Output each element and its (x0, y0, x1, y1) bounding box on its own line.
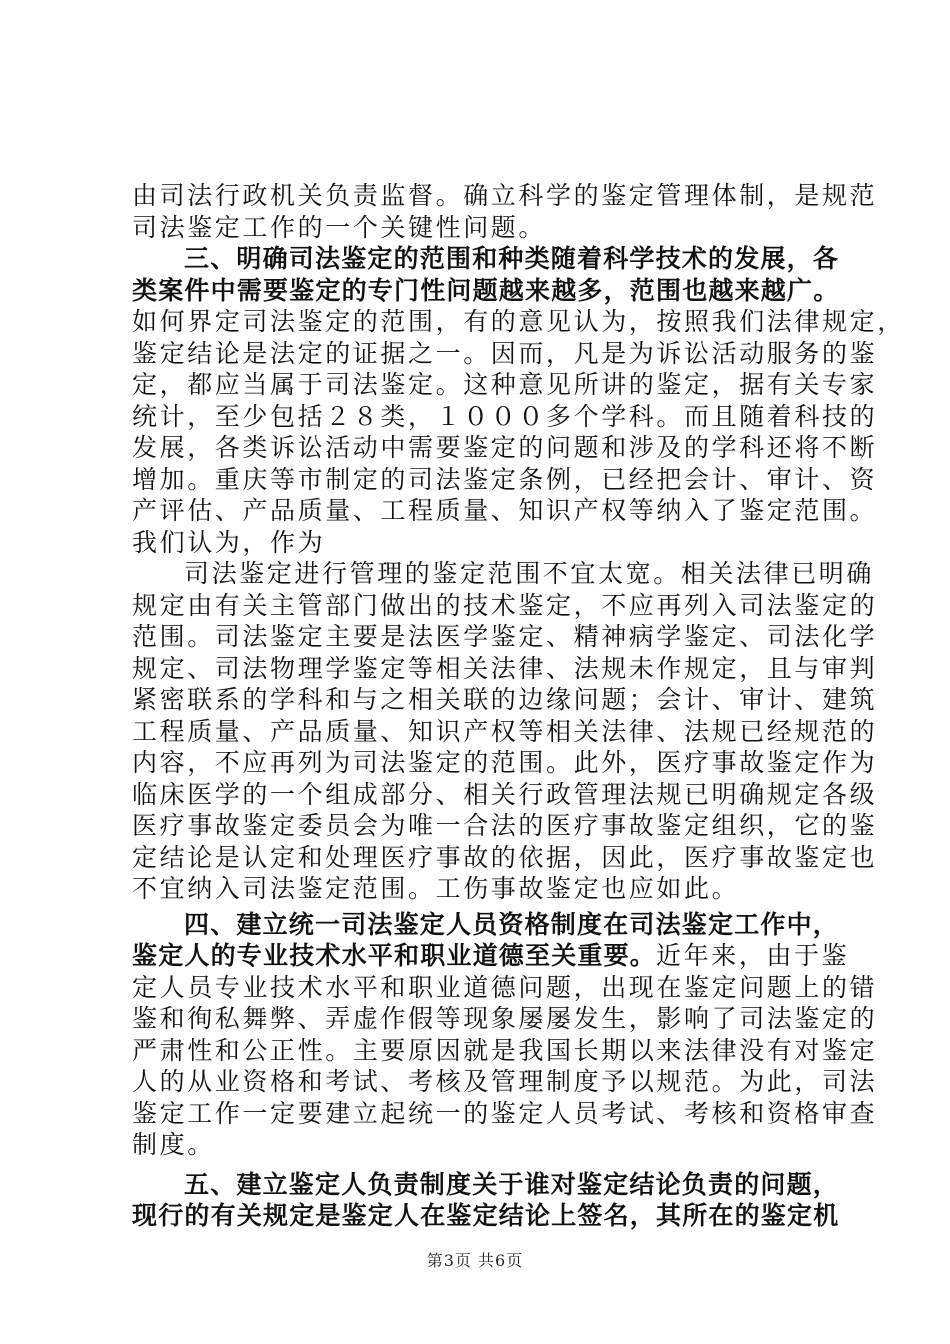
text-line (132, 621, 878, 653)
text-line (132, 747, 878, 779)
line-text: 制度。 (132, 1130, 215, 1159)
text-line (132, 495, 878, 527)
text-line (132, 940, 850, 972)
line-text: 如何界定司法鉴定的范围，有的意见认为，按照我们法律规定， (132, 307, 905, 336)
text-line (132, 432, 878, 464)
line-text: 定，都应当属于司法鉴定。这种意见所讲的鉴定，据有关专家 (132, 370, 878, 399)
line-text: 司法鉴定进行管理的鉴定范围不宜太宽。相关法律已明确 (184, 559, 875, 588)
line-text: 司法鉴定工作的一个关键性问题。 (132, 212, 547, 242)
bold-text: 三、明确司法鉴定的范围和种类随着科学技术的发展，各 (184, 244, 840, 273)
line-text: 严肃性和公正性。主要原因就是我国长期以来法律没有对鉴定 (132, 1035, 878, 1065)
text-line (132, 527, 834, 559)
text-line (132, 369, 878, 401)
bold-text: 鉴定人的专业技术水平和职业道德至关重要。 (132, 941, 657, 970)
text-line (132, 716, 878, 748)
text-line (132, 558, 875, 590)
text-line (132, 401, 878, 433)
text-line (132, 306, 905, 338)
text-line (132, 779, 878, 811)
text-line (132, 212, 834, 244)
text-line (132, 1003, 878, 1035)
body-text (132, 180, 905, 1232)
text-line (132, 180, 878, 212)
line-text: 鉴定结论是法定的证据之一。因而，凡是为诉讼活动服务的鉴 (132, 338, 878, 368)
text-line (132, 842, 878, 874)
line-text: 规定、司法物理学鉴定等相关法律、法规未作规定，且与审判 (132, 653, 878, 683)
text-line (132, 275, 840, 307)
line-text: 我们认为，作为 (132, 527, 326, 557)
line-text: 产评估、产品质量、工程质量、知识产权等纳入了鉴定范围。 (132, 496, 878, 525)
text-line (132, 1066, 878, 1098)
line-text: 医疗事故鉴定委员会为唯一合法的医疗事故鉴定组织，它的鉴 (132, 811, 878, 840)
bold-text: 五、建立鉴定人负责制度关于谁对鉴定结论负责的问题， (184, 1169, 840, 1199)
text-line (132, 243, 840, 275)
text-line (132, 684, 878, 716)
text-line (132, 1098, 878, 1130)
text-line (132, 653, 878, 685)
line-text: 增加。重庆等市制定的司法鉴定条例，已经把会计、审计、资 (132, 464, 878, 494)
text-line (132, 1169, 840, 1201)
text-line (132, 590, 878, 622)
text-line (132, 972, 878, 1004)
text-line (132, 909, 840, 941)
line-text: 定人员专业技术水平和职业道德问题，出现在鉴定问题上的错 (132, 972, 878, 1002)
line-text: 鉴定工作一定要建立起统一的鉴定人员考试、考核和资格审查 (132, 1098, 878, 1128)
line-text: 定结论是认定和处理医疗事故的依据，因此，医疗事故鉴定也 (132, 842, 878, 872)
line-text: 发展，各类诉讼活动中需要鉴定的问题和涉及的学科还将不断 (132, 433, 878, 462)
page-footer: 第3页 共6页 (426, 1251, 524, 1270)
bold-text: 现行的有关规定是鉴定人在鉴定结论上签名，其所在的鉴定机 (132, 1201, 840, 1230)
line-text: 统计，至少包括２８类，１０００多个学科。而且随着科技的 (132, 401, 878, 431)
text-line (132, 1129, 834, 1161)
line-text: 内容，不应再列为司法鉴定的范围。此外，医疗事故鉴定作为 (132, 748, 878, 777)
line-text: 紧密联系的学科和与之相关联的边缘问题；会计、审计、建筑 (132, 685, 878, 714)
text-line (132, 810, 878, 842)
text-line (132, 873, 834, 905)
line-text: 临床医学的一个组成部分、相关行政管理法规已明确规定各级 (132, 779, 878, 809)
text-line (132, 338, 878, 370)
line-text: 规定由有关主管部门做出的技术鉴定，不应再列入司法鉴定的 (132, 590, 878, 620)
line-text: 鉴和徇私舞弊、弄虚作假等现象屡屡发生，影响了司法鉴定的 (132, 1004, 878, 1033)
line-text: 工程质量、产品质量、知识产权等相关法律、法规已经规范的 (132, 716, 878, 746)
text-line (132, 1035, 878, 1067)
bold-text: 类案件中需要鉴定的专门性问题越来越多，范围也越来越广。 (132, 275, 840, 305)
text-line (132, 1200, 840, 1232)
line-text: 不宜纳入司法鉴定范围。工伤事故鉴定也应如此。 (132, 874, 740, 903)
text-line (132, 464, 878, 496)
line-text: 范围。司法鉴定主要是法医学鉴定、精神病学鉴定、司法化学 (132, 622, 878, 651)
line-text: 近年来，由于鉴 (656, 941, 850, 970)
bold-text: 四、建立统一司法鉴定人员资格制度在司法鉴定工作中， (184, 909, 840, 939)
line-text: 人的从业资格和考试、考核及管理制度予以规范。为此，司法 (132, 1067, 878, 1096)
line-text: 由司法行政机关负责监督。确立科学的鉴定管理体制，是规范 (132, 181, 878, 210)
